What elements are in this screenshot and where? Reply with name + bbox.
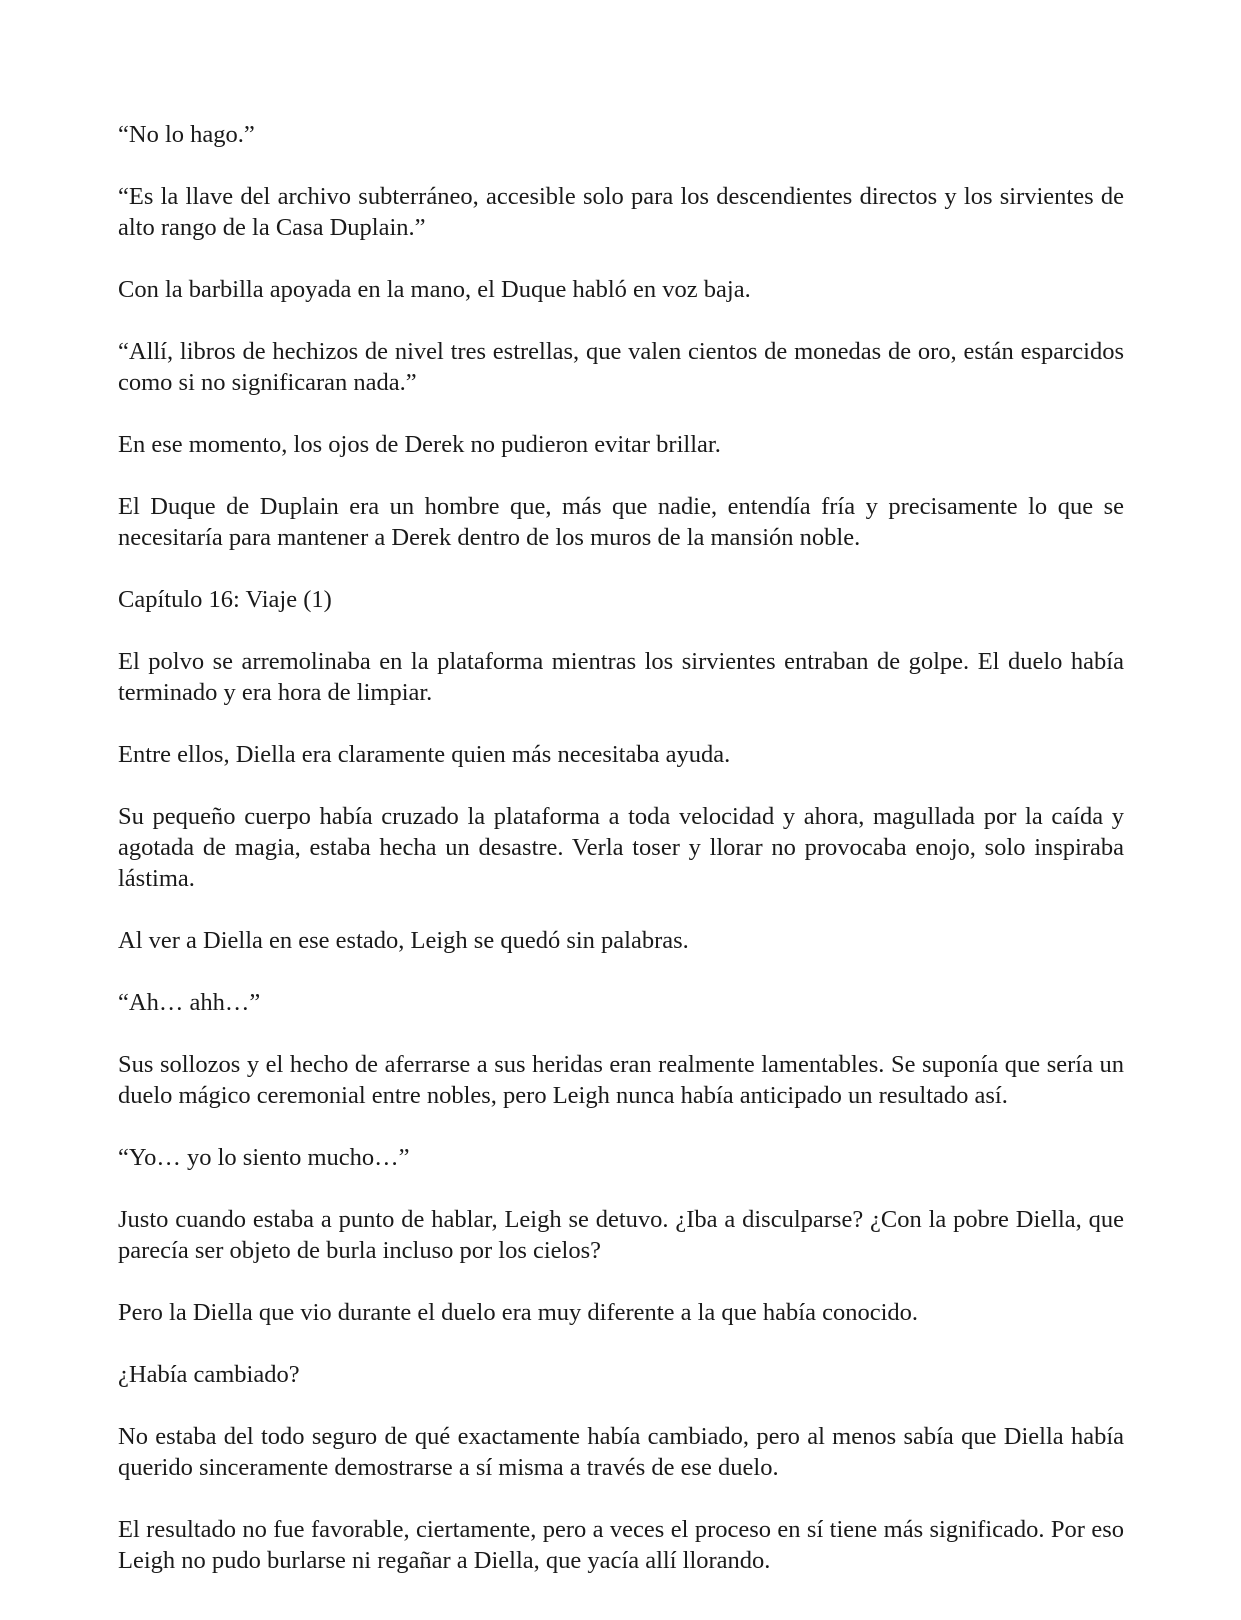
paragraph-9: Entre ellos, Diella era claramente quien más necesitaba ayuda.: [118, 741, 731, 768]
paragraph-15: Justo cuando estaba a punto de hablar, Leigh se detuvo. ¿Iba a disculparse? ¿Con la pobre Diella, que parecía ser objeto de burla incluso por los cielos?: [118, 1206, 1124, 1264]
paragraph-3: Con la barbilla apoyada en la mano, el Duque habló en voz baja.: [118, 276, 751, 303]
paragraph-6: El Duque de Duplain era un hombre que, más que nadie, entendía fría y precisamente lo que se necesitaría para mantener a Derek dentro de los muros de la mansión noble.: [118, 493, 1124, 551]
paragraph-4: “Allí, libros de hechizos de nivel tres estrellas, que valen cientos de monedas de oro, están esparcidos como si no significaran nada.”: [118, 338, 1124, 396]
paragraph-8: El polvo se arremolinaba en la plataforma mientras los sirvientes entraban de golpe. El duelo había terminado y era hora de limpiar.: [118, 648, 1124, 706]
paragraph-12: “Ah… ahh…”: [118, 989, 261, 1016]
paragraph-1: “No lo hago.”: [118, 121, 255, 148]
paragraph-11: Al ver a Diella en ese estado, Leigh se quedó sin palabras.: [118, 927, 689, 954]
document-body: [118, 119, 1124, 1576]
paragraph-14: “Yo… yo lo siento mucho…”: [118, 1144, 410, 1171]
paragraph-18: No estaba del todo seguro de qué exactamente había cambiado, pero al menos sabía que Diella había querido sinceramente demostrarse a sí misma a través de ese duelo.: [118, 1423, 1124, 1481]
paragraph-10: Su pequeño cuerpo había cruzado la plataforma a toda velocidad y ahora, magullada por la caída y agotada de magia, estaba hecha un desastre. Verla toser y llorar no provocaba enojo, solo inspiraba lástima.: [118, 803, 1124, 892]
paragraph-5: En ese momento, los ojos de Derek no pudieron evitar brillar.: [118, 431, 721, 458]
paragraph-2: “Es la llave del archivo subterráneo, accesible solo para los descendientes directos y los sirvientes de alto rango de la Casa Duplain.”: [118, 183, 1124, 241]
chapter-heading: Capítulo 16: Viaje (1): [118, 586, 332, 613]
paragraph-16: Pero la Diella que vio durante el duelo era muy diferente a la que había conocido.: [118, 1299, 919, 1326]
paragraph-13: Sus sollozos y el hecho de aferrarse a sus heridas eran realmente lamentables. Se suponía que sería un duelo mágico ceremonial entre nobles, pero Leigh nunca había anticipado un resultado así.: [118, 1051, 1124, 1109]
paragraph-17: ¿Había cambiado?: [118, 1361, 300, 1388]
paragraph-19: El resultado no fue favorable, ciertamente, pero a veces el proceso en sí tiene más significado. Por eso Leigh no pudo burlarse ni regañar a Diella, que yacía allí llorando.: [118, 1516, 1124, 1574]
